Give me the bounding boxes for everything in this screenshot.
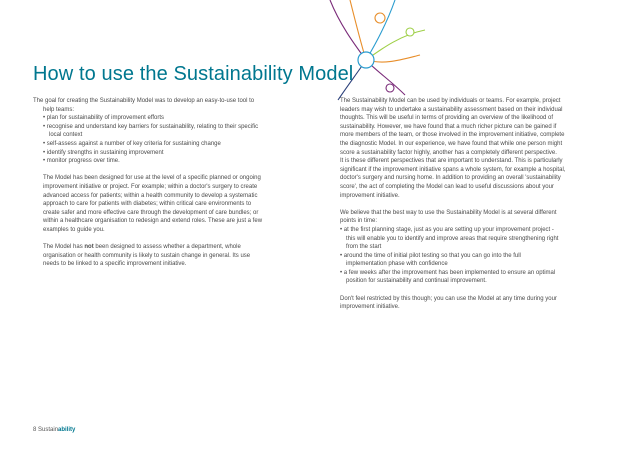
footer-brand-bold: ability (58, 427, 76, 433)
page-number: 8 (33, 427, 37, 433)
paragraph-line: leaders may wish to undertake a sustainability assessment based on their individual (340, 106, 563, 113)
paragraph-line (33, 243, 299, 252)
list-item: • recognise and understand key barriers for sustainability, relating to their specific (43, 123, 259, 130)
paragraph-line: needs to be linked to a specific improvement initiative. (43, 261, 187, 268)
paragraph-line: organisation or health community is likely to sustain change in general. Its use (43, 252, 251, 259)
decor-node-top (375, 13, 385, 23)
footer-brand-pre: Sustain (38, 427, 59, 433)
paragraph-line: examples to guide you. (43, 226, 105, 233)
left-column (33, 97, 299, 269)
list-item: • self-assess against a number of key criteria for sustaining change (43, 140, 221, 147)
paragraph-line: improvement initiative. (340, 304, 400, 311)
decorative-network-graphic (300, 0, 430, 110)
decor-node-center (358, 52, 374, 68)
list-item: • at the first planning stage, just as you are setting up your improvement project - (340, 226, 554, 233)
paragraph-line: more members of the team, or those involved in the improvement initiative, complete (340, 132, 565, 139)
paragraph-line: It is these different perspectives that are important to understand. This is particularly (340, 158, 563, 165)
list-item: • monitor progress over time. (43, 158, 120, 165)
paragraph-line: doctor's surgery and nursing home. In addition to providing an overall 'sustainability (340, 175, 561, 182)
page-title: How to use the Sustainability Model (33, 63, 354, 86)
paragraph-line: thoughts. This will be useful in terms of providing an overview of the likelihood of (340, 115, 554, 122)
paragraph-line: We believe that the best way to use the Sustainability Model is at several different (340, 209, 557, 216)
decor-line-orange (350, 0, 366, 60)
decor-line-blue (366, 0, 395, 60)
paragraph-line: score a sustainability factor highly, another has a completely different perspective. (340, 149, 557, 156)
paragraph-line: advanced access for patients; within a health community to develop a systematic (43, 192, 258, 199)
list-item-cont: local context (49, 132, 83, 139)
paragraph-line: The Sustainability Model can be used by individuals or teams. For example, project (340, 98, 561, 104)
paragraph-line: score', the act of completing the Model can lead to useful discussions about your (340, 183, 554, 190)
paragraph-line: significant if the improvement initiative spans a whole system, for example a hospital, (340, 166, 566, 173)
list-item: • around the time of initial pilot testing so that you can go into the full (340, 252, 521, 259)
footer-brand (38, 427, 75, 433)
footer (33, 427, 75, 433)
paragraph-line: points in time: (340, 218, 378, 225)
paragraph-line: improvement initiative. (340, 192, 400, 199)
list-item: • identify strengths in sustaining improvement (43, 149, 164, 156)
paragraph-line: sustainability. However, we have found that a much richer picture can be gained if (340, 123, 557, 130)
right-column (340, 97, 610, 312)
para3-post: been designed to assess whether a department, whole (93, 244, 241, 251)
list-item: • a few weeks after the improvement has been implemented to ensure an optimal (340, 269, 556, 276)
intro-text: The goal for creating the Sustainability Model was to develop an easy-to-use tool to (33, 98, 255, 104)
decor-node-right (406, 28, 414, 36)
paragraph-line: approach to care for patients with diabetes; within critical care environments to (43, 201, 252, 208)
paragraph-line: improvement initiative or project. For example; within a doctor's surgery to create (43, 183, 258, 190)
intro-text-cont: help teams: (43, 106, 75, 113)
para3-bold: not (84, 244, 94, 251)
paragraph-line: create safer and more effective care through the development of care bundles; or (43, 209, 259, 216)
list-item-cont: implementation phase with confidence (346, 261, 448, 268)
paragraph-line: within a healthcare organisation to redesign and extend roles. These are just a few (43, 218, 263, 225)
paragraph-line: Don't feel restricted by this though; you can use the Model at any time during your (340, 295, 557, 302)
para3-pre: The Model has (43, 244, 85, 251)
list-item-cont: position for sustainability and continual improvement. (346, 278, 487, 285)
paragraph-line: The Model has been designed for use at the level of a specific planned or ongoing (43, 175, 261, 182)
list-item: • plan for sustainability of improvement efforts (43, 115, 165, 122)
decor-node-bottom (386, 84, 394, 92)
paragraph-line: the diagnostic Model. In our experience, we have found that while one person might (340, 140, 563, 147)
list-item-cont: this will enable you to identify and improve areas that require strengthening right (346, 235, 559, 242)
list-item-cont: from the start (346, 244, 382, 251)
